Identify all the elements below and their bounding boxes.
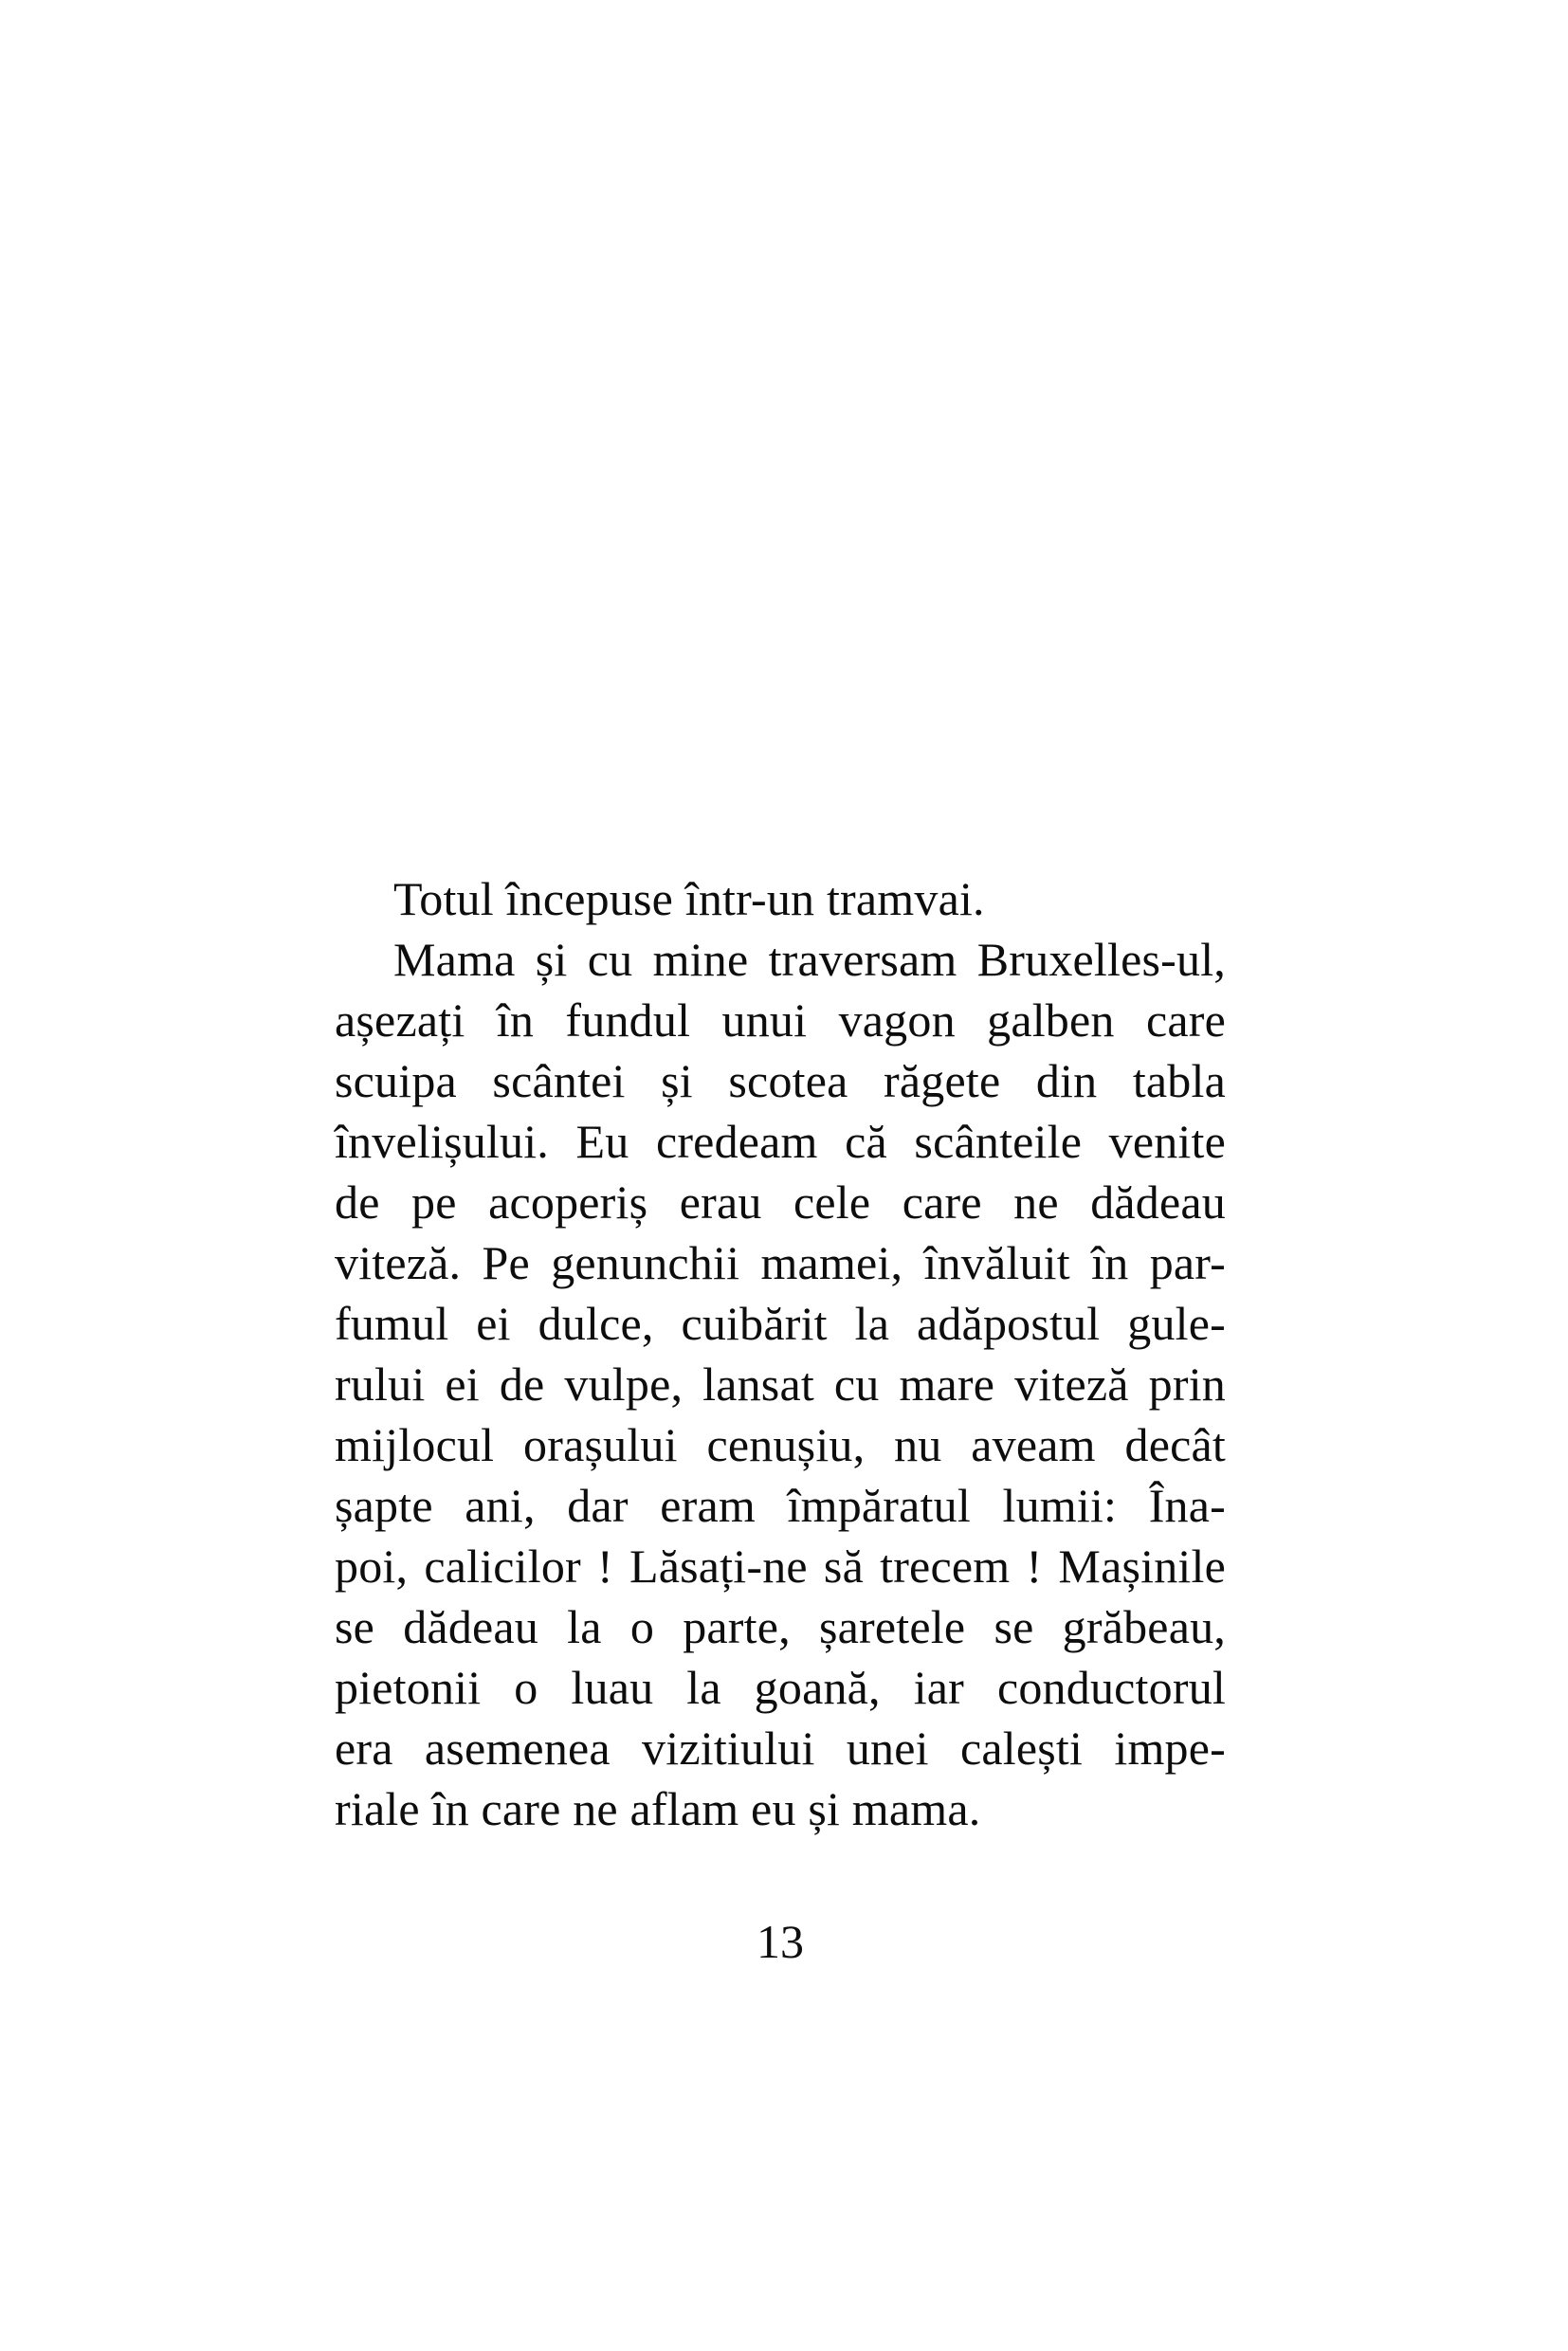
text-line: se dădeau la o parte, șaretele se grăbeau,: [335, 1600, 1226, 1653]
text-line: rului ei de vulpe, lansat cu mare viteză prin: [335, 1358, 1226, 1411]
text-line: poi, calicilor ! Lăsați-ne să trecem ! Mașinile: [335, 1540, 1226, 1593]
text-line: pietonii o luau la goană, iar conductorul: [335, 1661, 1226, 1714]
page-number: 13: [757, 1915, 804, 1968]
text-line: mijlocul orașului cenușiu, nu aveam decât: [335, 1418, 1226, 1471]
text-line: scuipa scântei și scotea răgete din tabla: [335, 1054, 1226, 1107]
text-line: era asemenea vizitiului unei calești impe-: [335, 1722, 1226, 1775]
text-line: Mama și cu mine traversam Bruxelles-ul,: [393, 933, 1226, 986]
body-text-block: [335, 868, 1226, 1839]
text-line: de pe acoperiș erau cele care ne dădeau: [335, 1176, 1226, 1229]
text-line: așezați în fundul unui vagon galben care: [335, 993, 1226, 1047]
text-line: învelișului. Eu credeam că scânteile venite: [335, 1115, 1226, 1168]
text-line: Totul începuse într-un tramvai.: [393, 872, 985, 925]
text-line: viteză. Pe genunchii mamei, învăluit în par-: [335, 1236, 1226, 1289]
text-line: șapte ani, dar eram împăratul lumii: Îna-: [335, 1479, 1226, 1532]
text-line: fumul ei dulce, cuibărit la adăpostul gule-: [335, 1297, 1226, 1350]
text-line: riale în care ne aflam eu și mama.: [335, 1782, 981, 1835]
